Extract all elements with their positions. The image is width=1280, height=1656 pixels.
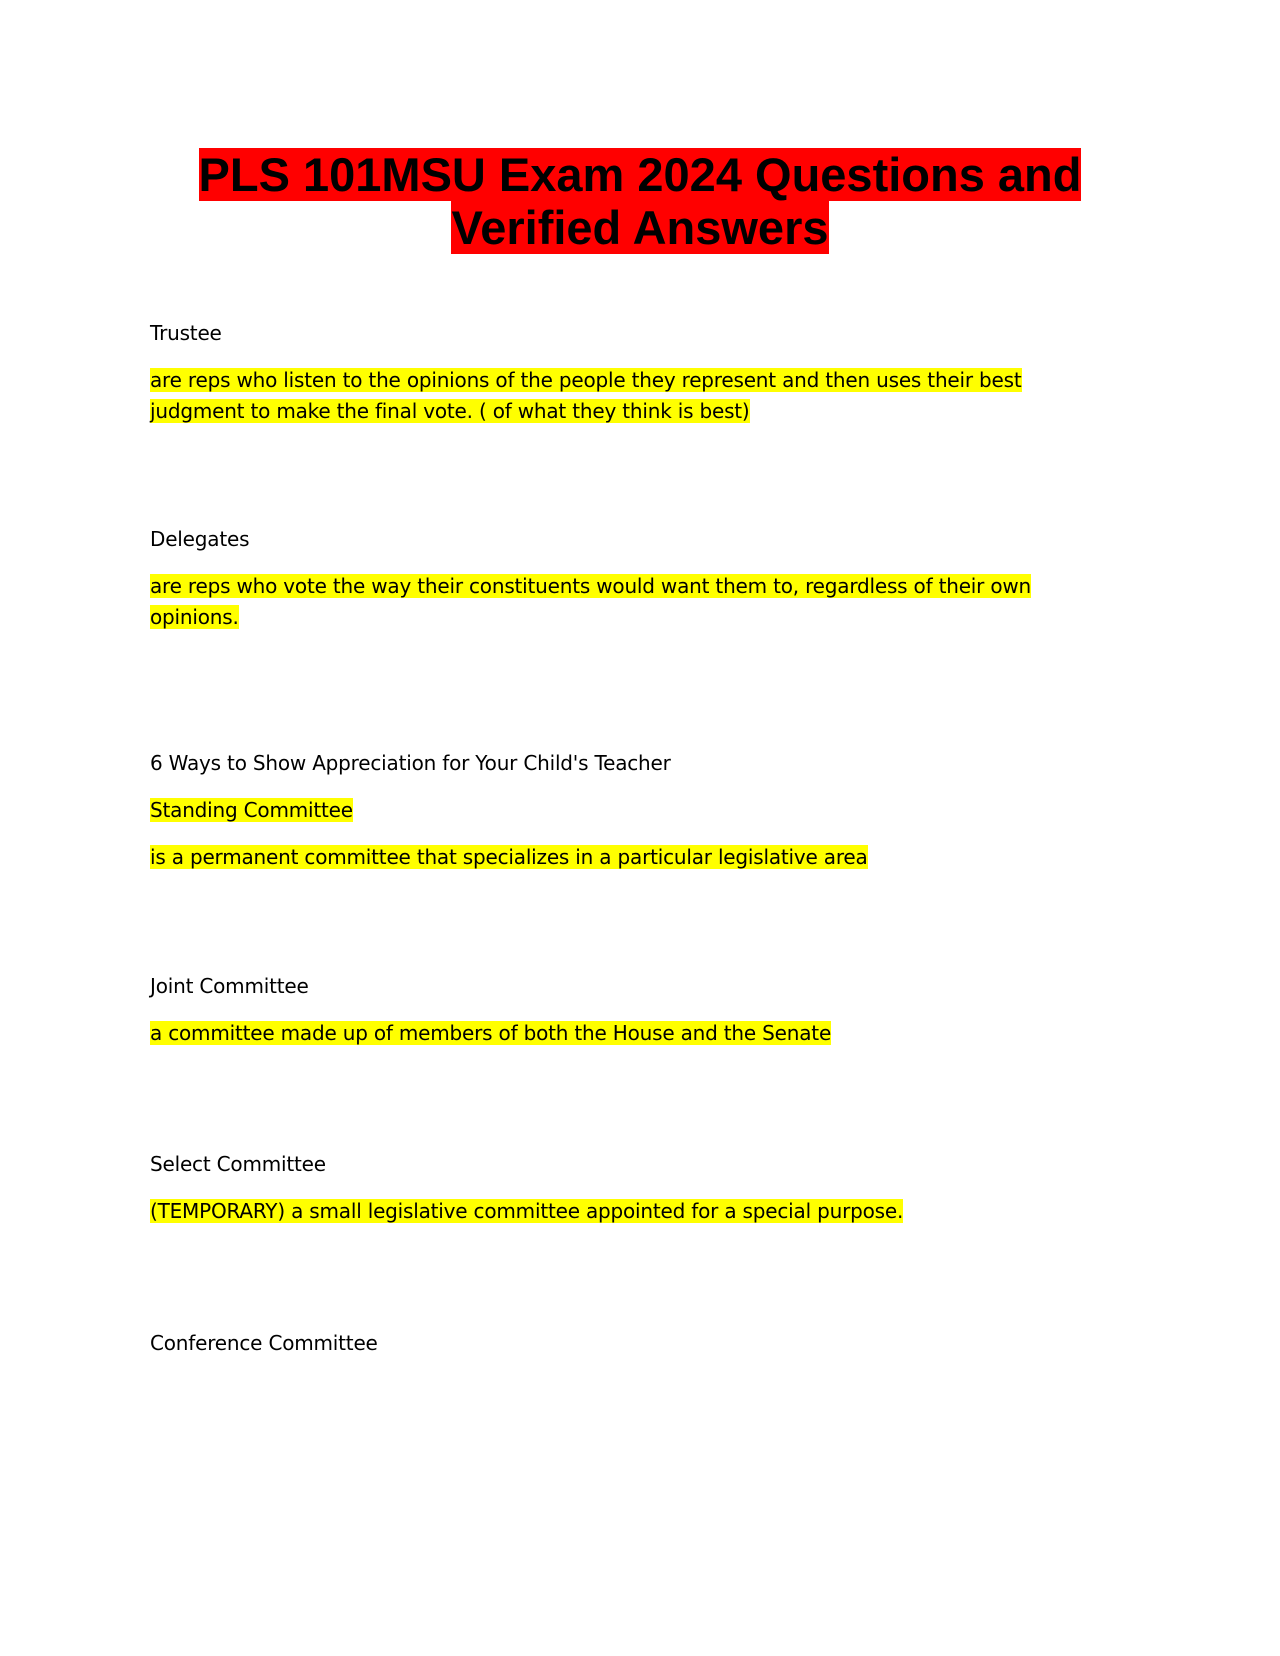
- entry-term: Joint Committee: [150, 974, 309, 998]
- entry-delegates: [150, 524, 1110, 633]
- entry-select-committee: [150, 1149, 1110, 1227]
- document-title: [110, 148, 1170, 254]
- entry-term: Delegates: [150, 527, 250, 551]
- entry-term: Trustee: [150, 321, 222, 345]
- entry-term: Conference Committee: [150, 1331, 378, 1355]
- entry-term: 6 Ways to Show Appreciation for Your Child's Teacher: [150, 751, 671, 775]
- entry-definition: are reps who listen to the opinions of the people they represent and then uses their best judgment to make the final vote. ( of what they think is best): [150, 368, 1022, 423]
- entry-trustee: [150, 318, 1110, 427]
- entry-definition: (TEMPORARY) a small legislative committee appointed for a special purpose.: [150, 1199, 904, 1223]
- document-title-text: PLS 101MSU Exam 2024 Questions and Verified Answers: [198, 148, 1082, 254]
- entry-conference-committee: [150, 1328, 1110, 1359]
- entry-definition: are reps who vote the way their constituents would want them to, regardless of their own opinions.: [150, 574, 1032, 629]
- entry-definition: a committee made up of members of both the House and the Senate: [150, 1021, 832, 1045]
- entry-subterm: Standing Committee: [150, 798, 353, 822]
- entry-term: Select Committee: [150, 1152, 326, 1176]
- entry-standing-committee: [150, 748, 1110, 873]
- entry-joint-committee: [150, 971, 1110, 1049]
- entry-definition: is a permanent committee that specializes in a particular legislative area: [150, 845, 868, 869]
